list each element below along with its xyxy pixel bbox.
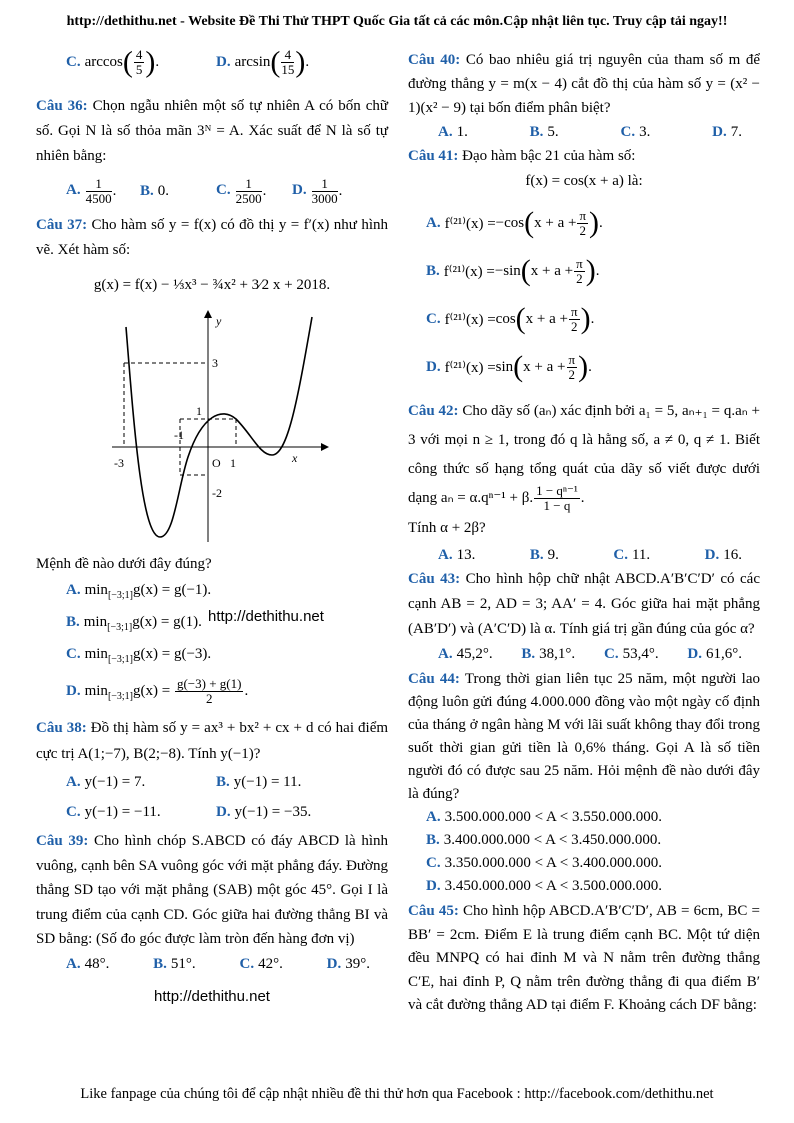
q41-option-c: C. f⁽²¹⁾(x) = cos ( x + a + $\frac{\pi}{2}$ ) . <box>426 302 595 335</box>
q37-option-b: B. $\min_{[-3;1]}g(x) = g(1)$. http://dethithu.net <box>36 609 388 641</box>
q44-option-a: A. 3.500.000.000 < A < 3.550.000.000. <box>426 809 662 826</box>
q44-option-c: C. 3.350.000.000 < A < 3.400.000.000. <box>426 855 662 872</box>
derivative-graph <box>112 307 332 547</box>
q36-options: A. $\frac{1}{4500}$ . B. 0. C. $\frac{1}{2500}$ . D. $\frac{1}{3000}$ . <box>66 175 343 206</box>
q36-text: Câu 36: Chọn ngẫu nhiên một số tự nhiên A có bốn chữ số. Gọi N là số thỏa mãn 3ᴺ = A. Xác suất để N là số tự nhiên bằng: <box>36 98 389 164</box>
q41-formula: f(x) = cos(x + a) là: <box>525 173 643 189</box>
q37-option-d: D. $\min_{[-3;1]}g(x)$ = $\frac{g(-3) + g(1)}{2}$ . <box>66 676 249 707</box>
origin-label: O <box>212 456 221 470</box>
x-label: x <box>292 451 298 465</box>
q38-options-ab: A. y(−1) = 7. B. y(−1) = 11. <box>66 774 302 790</box>
q41-option-b: B. f⁽²¹⁾(x) = −sin ( x + a + $\frac{\pi}{2}$ ) . <box>426 254 600 287</box>
q38-options-cd: C. y(−1) = −11. D. y(−1) = −35. <box>66 804 312 820</box>
derivative-curve <box>126 317 312 537</box>
page-footer: Like fanpage của chúng tôi để cập nhật nhiều đề thi thử hơn qua Facebook : http://facebook.com/dethithu.net <box>80 1086 714 1102</box>
q38-text: Câu 38: Đồ thị hàm số y = ax³ + bx² + cx + d có hai điểm cực trị A(1;−7), B(2;−8). Tính y(−1)? <box>36 720 389 762</box>
q43-options: A. 45,2°. B. 38,1°. C. 53,4°. D. 61,6°. <box>438 646 742 663</box>
page-header: http://dethithu.net - Website Đề Thi Thử THPT Quốc Gia tất cả các môn.Cập nhật liên tục. Truy cập tải ngay!! <box>66 14 728 29</box>
left-column <box>36 42 388 1005</box>
y-label: y <box>216 314 222 328</box>
tick-xm1: -1 <box>174 428 184 442</box>
q37-formula: g(x) = f(x) − ⅓x³ − ¾x² + 3⁄2 x + 2018. <box>93 277 331 293</box>
q37-text: Câu 37: Cho hàm số y = f(x) có đồ thị y = f′(x) như hình vẽ. Xét hàm số: <box>36 217 389 258</box>
q41-option-a: A. f⁽²¹⁾(x) = −cos ( x + a + $\frac{\pi}{2}$ ) . <box>426 206 603 239</box>
q44-text: Câu 44: Trong thời gian liên tục 25 năm, một người lao động luôn gửi đúng 4.000.000 đồng vào một ngày cố định của tháng ở ngân hàng M với lãi suất không thay đổi trong suốt thời gian gửi tiền là 0,6% tháng. Gọi A là số tiền người đó có được sau 25 năm. Hỏi mệnh đề nào dưới đây là đúng? <box>408 671 760 803</box>
tick-xm3: -3 <box>114 456 124 470</box>
q40-options: A. 1. B. 5. C. 3. D. 7. <box>438 124 742 140</box>
q35-option-c: C. arccos( $\frac{4}{5}$ ). <box>66 45 160 79</box>
q37-option-a: A. $\min_{[-3;1]}g(x) = g(-1)$. <box>66 582 212 601</box>
q39-text: Câu 39: Cho hình chóp S.ABCD có đáy ABCD là hình vuông, cạnh bên SA vuông góc với mặt phẳng đáy. Đường thẳng SD tạo với mặt phẳng (SAB) một góc 45°. Gọi I là trung điểm của cạnh CD. Góc giữa hai đường thẳng BI và SD bằng: (Số đo góc được làm tròn đến hàng đơn vị) <box>36 833 388 947</box>
right-column <box>408 48 760 1018</box>
tick-y1: 1 <box>196 404 202 418</box>
q42-text: Câu 42: Cho dãy số (aₙ) xác định bởi a₁ = 5, aₙ₊₁ = q.aₙ + 3 với mọi n ≥ 1, trong đó q là hằng số, a ≠ 0, q ≠ 1. Biết công thức số hạng tổng quát của dãy số viết được dưới dạng aₙ = α.qⁿ⁻¹ + β. $\frac{\text{1 − qⁿ⁻¹}}{1 - q}$ . <box>408 403 761 514</box>
q40-text: Câu 40: Có bao nhiêu giá trị nguyên của tham số m để đường thẳng y = m(x − 4) cắt đồ thị của hàm số y = (x² − 1)(x² − 9) tại bốn điểm phân biệt? <box>408 52 761 116</box>
q37-option-c: C. $\min_{[-3;1]}g(x) = g(-3)$. <box>66 646 212 665</box>
q35-options <box>36 42 388 86</box>
q42-options: A. 13. B. 9. C. 11. D. 16. <box>438 547 742 564</box>
tick-x1: 1 <box>230 456 236 470</box>
q44-option-b: B. 3.400.000.000 < A < 3.450.000.000. <box>426 832 662 849</box>
q35-option-d: D. arcsin( $\frac{4}{15}$ ). <box>216 45 310 79</box>
q45-text: Câu 45: Cho hình hộp ABCD.A′B′C′D′, AB = 6cm, BC = BB′ = 2cm. Điểm E là trung điểm cạnh BC. Một tứ diện đều MNPQ có hai đỉnh M và N nằm trên đường thẳng C′E, hai đỉnh P, Q nằm trên đường thẳng đi qua điểm B′ và cắt đường thẳng AD tại điểm F. Khoảng cách DF bằng: <box>408 903 761 1014</box>
q42-question: Tính α + 2β? <box>408 520 486 537</box>
q37-prompt: Mệnh đề nào dưới đây đúng? <box>36 556 212 572</box>
q44-option-d: D. 3.450.000.000 < A < 3.500.000.000. <box>426 878 662 895</box>
q41-text: Câu 41: Đạo hàm bậc 21 của hàm số: <box>408 148 636 164</box>
tick-ym2: -2 <box>212 486 222 500</box>
q41-option-d: D. f⁽²¹⁾(x) = sin ( x + a + $\frac{\pi}{2}$ ) . <box>426 350 592 383</box>
watermark-bottom: http://dethithu.net <box>154 987 270 1005</box>
q39-options: A. 48°. B. 51°. C. 42°. D. 39°. <box>66 955 370 972</box>
q43-text: Câu 43: Cho hình hộp chữ nhật ABCD.A′B′C′D′ có các cạnh AB = 2, AD = 3; AA′ = 4. Góc giữa hai mặt phẳng (AB′D′) và (A′C′D) là α. Tính giá trị gần đúng của góc α? <box>408 571 760 638</box>
watermark: http://dethithu.net <box>208 608 324 625</box>
tick-y3: 3 <box>212 356 218 370</box>
